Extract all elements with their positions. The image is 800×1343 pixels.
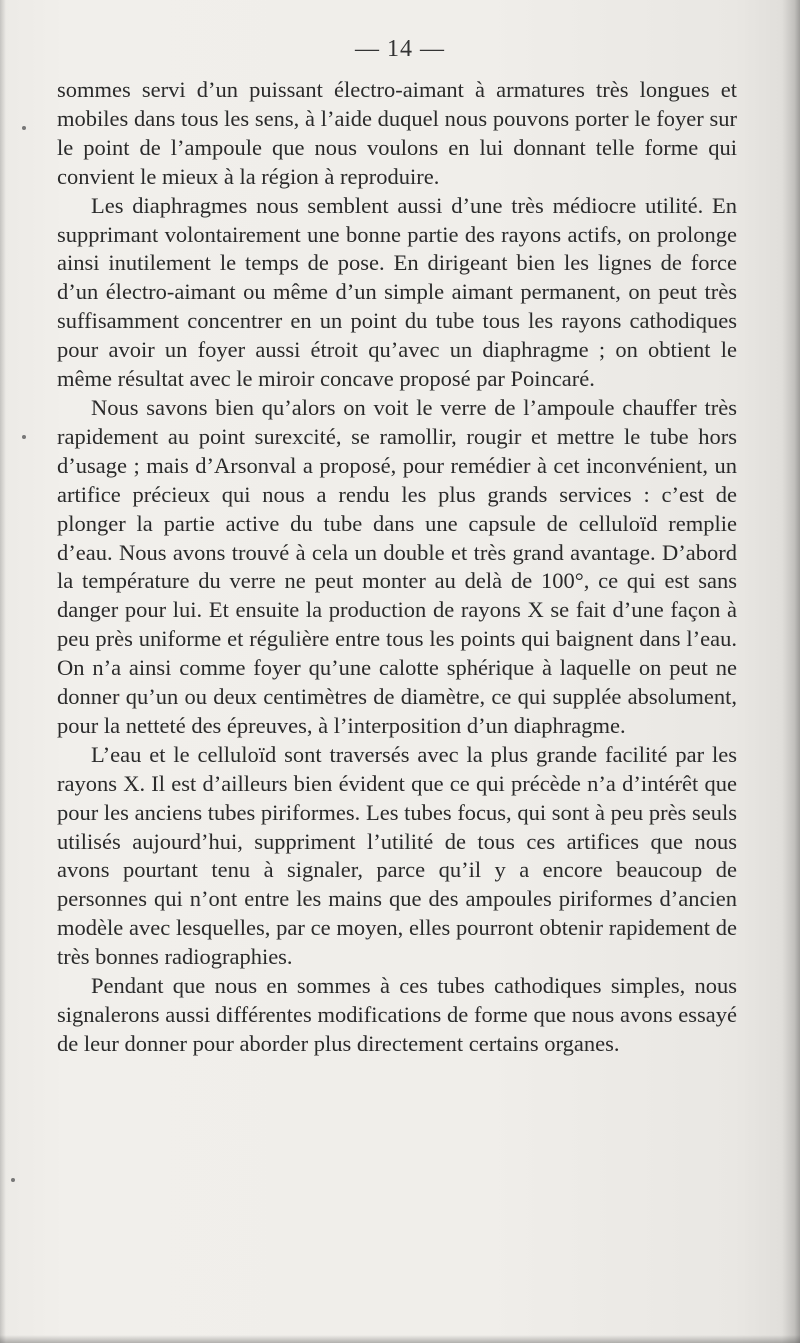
paragraph: L’eau et le celluloïd sont traversés avec la plus grande facilité par les rayons X. Il est d’ailleurs bien évident que ce qui précède n’a d’intérêt que pour les anciens tubes piriformes. Les tubes focus, qui sont à peu près seuls utilisés aujourd’hui, suppriment l’utilité de tous ces artifices que nous avons pourtant tenu à signaler, parce qu’il y a encore beaucoup de personnes qui n’ont entre les mains que des ampoules piriformes d’ancien modèle avec lesquelles, par ce moyen, elles pourront obtenir rapidement de très bonnes radiographies. <box>57 741 737 970</box>
body-text <box>57 76 737 1059</box>
paragraph: Nous savons bien qu’alors on voit le verre de l’ampoule chauffer très rapidement au point surexcité, se ramollir, rougir et mettre le tube hors d’usage ; mais d’Arsonval a proposé, pour remédier à cet inconvénient, un artifice précieux qui nous a rendu les plus grands services : c’est de plonger la partie active du tube dans une capsule de celluloïd remplie d’eau. Nous avons trouvé à cela un double et très grand avantage. D’abord la température du verre ne peut monter au delà de 100°, ce qui est sans danger pour lui. Et ensuite la production de rayons X se fait d’une façon à peu près uniforme et régulière entre tous les points qui baignent dans l’eau. On n’a ainsi comme foyer qu’une calotte sphérique à laquelle on peut ne donner qu’un ou deux centimètres de diamètre, ce qui supplée absolument, pour la netteté des épreuves, à l’interposition d’un diaphragme. <box>57 394 737 738</box>
paragraph: sommes servi d’un puissant électro-aimant à armatures très longues et mobiles dans tous les sens, à l’aide duquel nous pouvons porter le foyer sur le point de l’ampoule que nous voulons en lui donnant telle forme qui convient le mieux à la région à reproduire. <box>57 77 737 189</box>
speck-mark <box>22 126 26 130</box>
speck-mark <box>22 435 26 439</box>
speck-mark <box>11 1178 15 1182</box>
paragraph: Pendant que nous en sommes à ces tubes cathodiques simples, nous signalerons aussi différentes modifications de forme que nous avons essayé de leur donner pour aborder plus directement certains organes. <box>57 973 737 1056</box>
page-number: — 14 — <box>355 36 445 62</box>
page-left-shadow <box>0 0 6 1343</box>
page-right-shadow <box>782 0 800 1343</box>
paragraph: Les diaphragmes nous semblent aussi d’une très médiocre utilité. En supprimant volontairement une bonne partie des rayons actifs, on prolonge ainsi inutilement le temps de pose. En dirigeant bien les lignes de force d’un électro-aimant ou même d’un simple aimant permanent, on peut très suffisamment concentrer en un point du tube tous les rayons cathodiques pour avoir un foyer aussi étroit qu’avec un diaphragme ; on obtient le même résultat avec le miroir concave proposé par Poincaré. <box>57 192 737 392</box>
page-bottom-shadow <box>0 1335 800 1343</box>
